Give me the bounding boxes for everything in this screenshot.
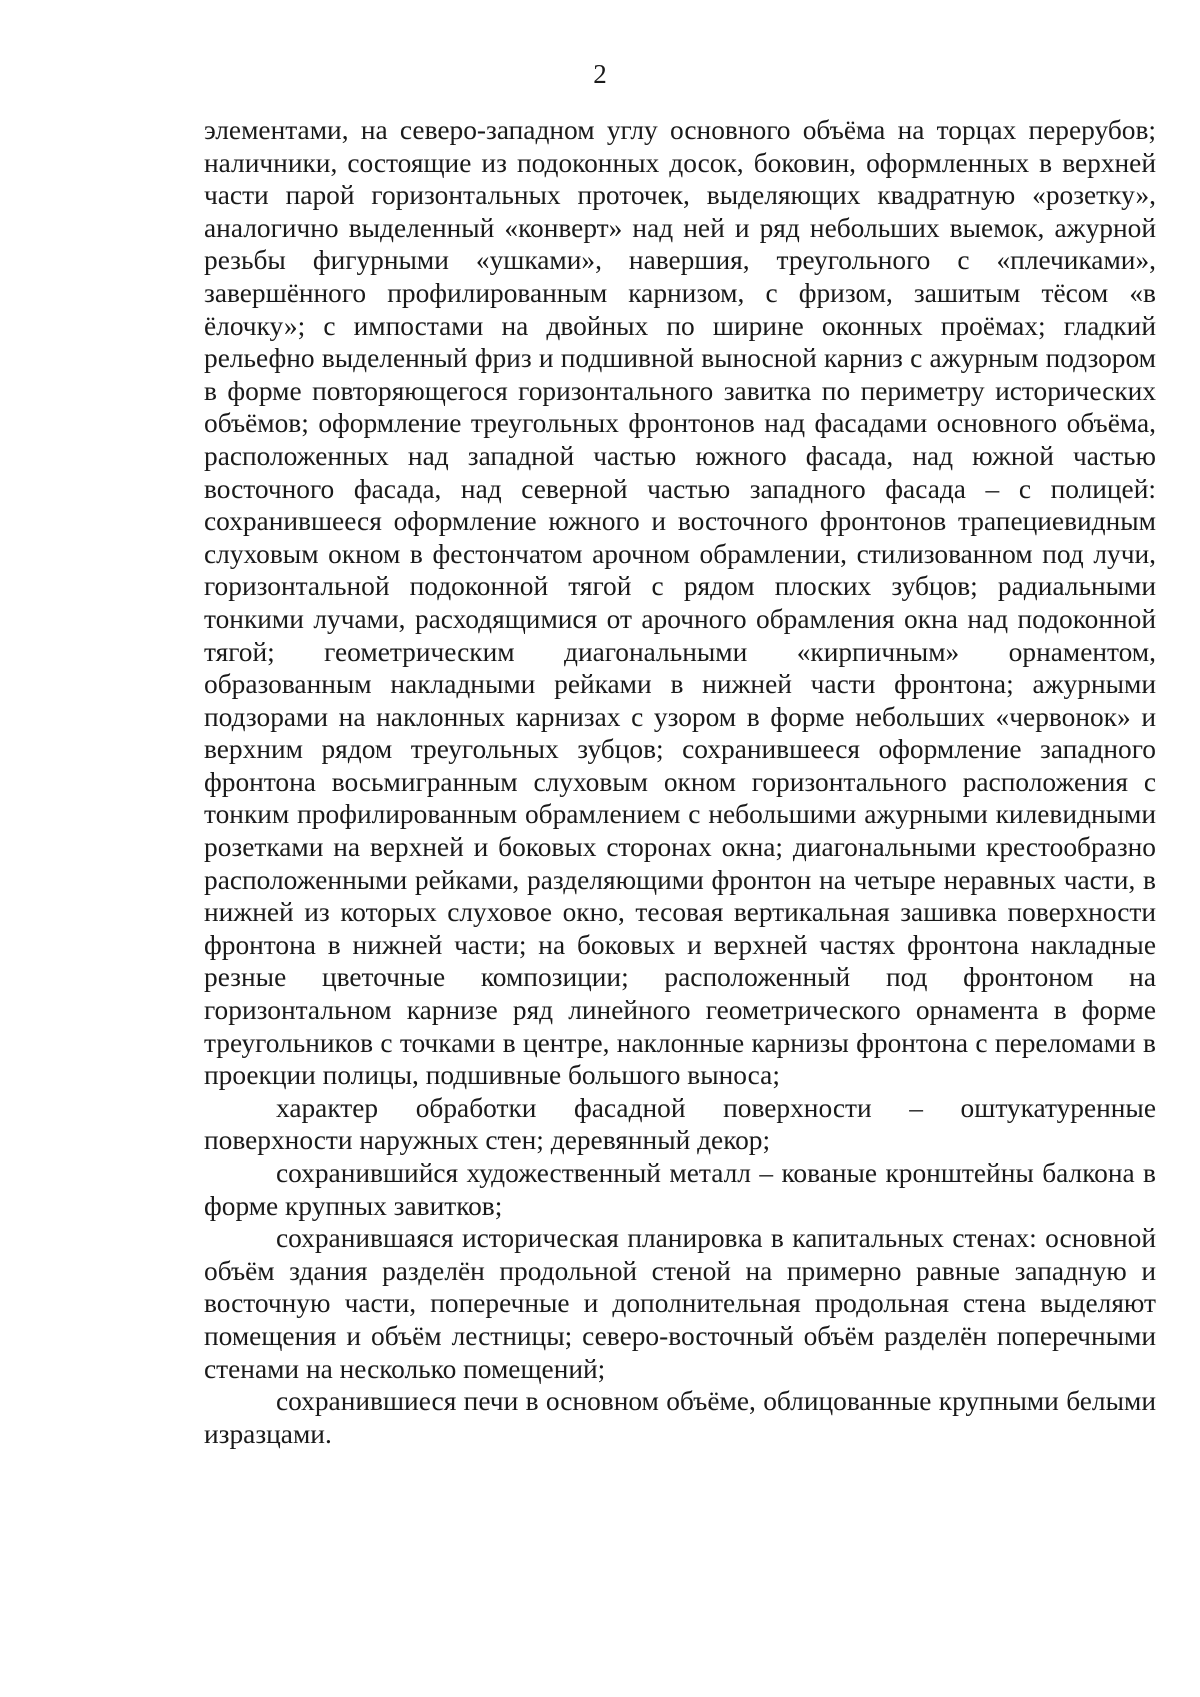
paragraph-stoves: сохранившиеся печи в основном объёме, облицованные крупными белыми изразцами.	[204, 1386, 1156, 1449]
paragraph-historic-layout: сохранившаяся историческая планировка в капитальных стенах: основной объём здания разделён продольной стеной на примерно равные западную и восточную части, поперечные и дополнительная продольная стена выделяют помещения и объём лестницы; северо-восточный объём разделён поперечными стенами на несколько помещений;	[204, 1223, 1156, 1384]
paragraph-artistic-metal: сохранившийся художественный металл – кованые кронштейны балкона в форме крупных завитков;	[204, 1158, 1156, 1221]
document-body	[204, 114, 1156, 1450]
paragraph-facade-decor: элементами, на северо-западном углу основного объёма на торцах перерубов; наличники, состоящие из подоконных досок, боковин, оформленных в верхней части парой горизонтальных проточек, выделяющих квадратную «розетку», аналогично выделенный «конверт» над ней и ряд небольших выемок, ажурной резьбы фигурными «ушками», навершия, треугольного с «плечиками», завершённого профилированным карнизом, с фризом, зашитым тёсом «в ёлочку»; с импостами на двойных по ширине оконных проёмах; гладкий рельефно выделенный фриз и подшивной выносной карниз с ажурным подзором в форме повторяющегося горизонтального завитка по периметру исторических объёмов; оформление треугольных фронтонов над фасадами основного объёма, расположенных над западной частью южного фасада, над южной частью восточного фасада, над северной частью западного фасада – с полицей: сохранившееся оформление южного и восточного фронтонов трапециевидным слуховым окном в фестончатом арочном обрамлении, стилизованном под лучи, горизонтальной подоконной тягой с рядом плоских зубцов; радиальными тонкими лучами, расходящимися от арочного обрамления окна над подоконной тягой; геометрическим диагональными «кирпичным» орнаментом, образованным накладными рейками в нижней части фронтона; ажурными подзорами на наклонных карнизах с узором в форме небольших «червонок» и верхним рядом треугольных зубцов; сохранившееся оформление западного фронтона восьмигранным слуховым окном горизонтального расположения с тонким профилированным обрамлением с небольшими ажурными килевидными розетками на верхней и боковых сторонах окна; диагональными крестообразно расположенными рейками, разделяющими фронтон на четыре неравных части, в нижней из которых слуховое окно, тесовая вертикальная зашивка поверхности фронтона в нижней части; на боковых и верхней частях фронтона накладные резные цветочные композиции; расположенный под фронтоном на горизонтальном карнизе ряд линейного геометрического орнамента в форме треугольников с точками в центре, наклонные карнизы фронтона с переломами в проекции полицы, подшивные большого выноса;	[204, 115, 1156, 1091]
page-number: 2	[593, 59, 607, 89]
paragraph-facade-surface: характер обработки фасадной поверхности – оштукатуренные поверхности наружных стен; деревянный декор;	[204, 1092, 1156, 1156]
